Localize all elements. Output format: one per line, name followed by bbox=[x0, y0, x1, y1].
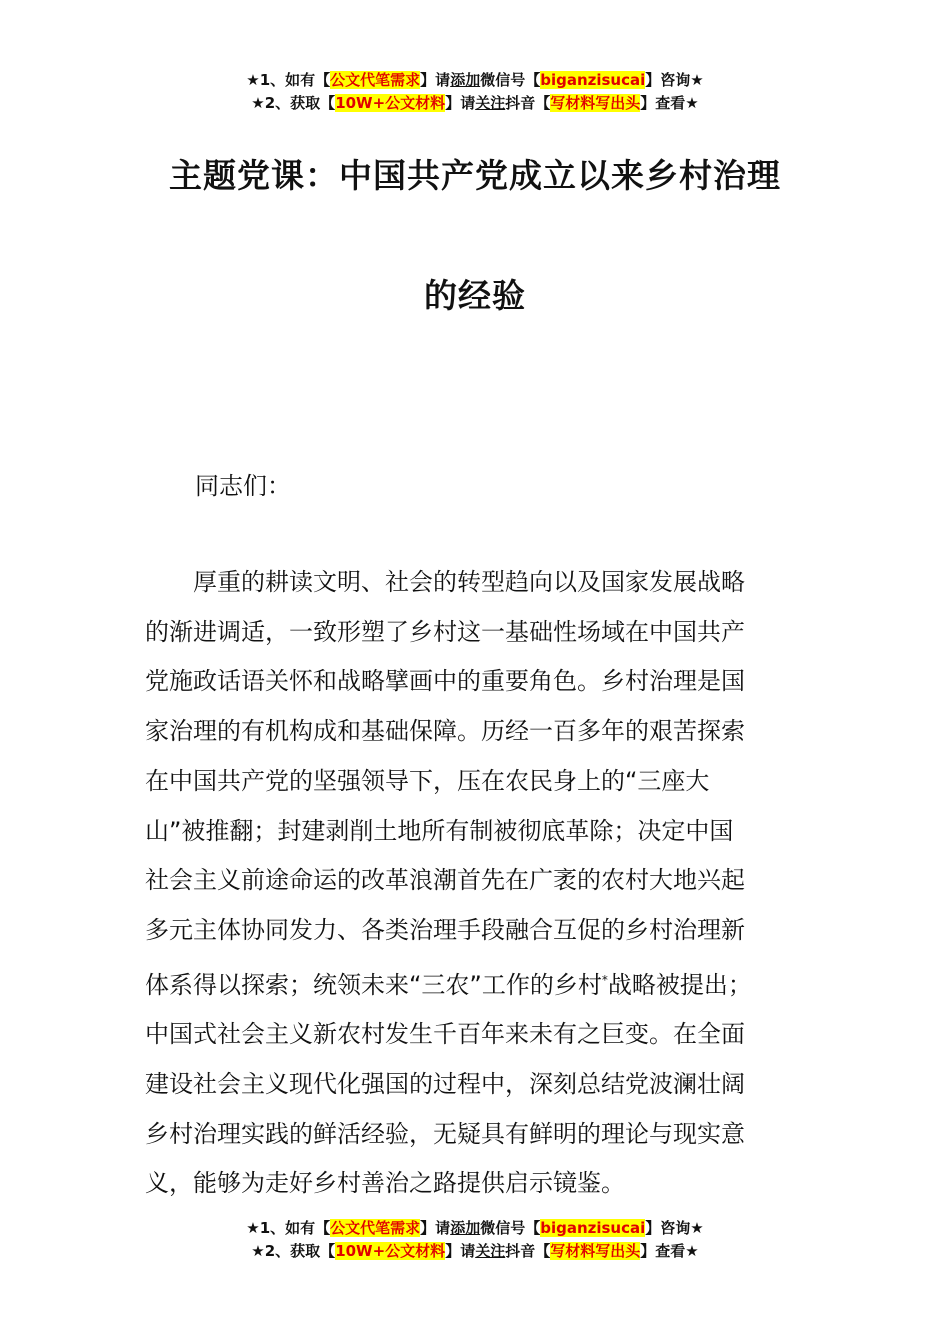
promo-line-2: ★2、获取【10W+公文材料】请关注抖音【写材料写出头】查看★ bbox=[251, 1242, 699, 1260]
paragraph-line: 家治理的有机构成和基础保障。历经一百多年的艰苦探索 bbox=[145, 717, 745, 746]
promo-highlight: 10W+公文材料 bbox=[335, 94, 446, 112]
bottom-promo-banner bbox=[0, 1217, 950, 1263]
paragraph-line: 在中国共产党的坚强领导下，压在农民身上的“三座大 bbox=[145, 766, 710, 795]
document-title-line-1: 主题党课：中国共产党成立以来乡村治理 bbox=[169, 156, 781, 195]
wechat-id: biganzisucai bbox=[540, 71, 646, 89]
wechat-id: biganzisucai bbox=[540, 1219, 646, 1237]
promo-line-2: ★2、获取【10W+公文材料】请关注抖音【写材料写出头】查看★ bbox=[251, 94, 699, 112]
douyin-account: 写材料写出头 bbox=[550, 1242, 641, 1260]
paragraph-line: 党施政话语关怀和战略擘画中的重要角色。乡村治理是国 bbox=[145, 667, 745, 696]
paragraph-line: 厚重的耕读文明、社会的转型趋向以及国家发展战略 bbox=[193, 568, 745, 596]
paragraph-line: 建设社会主义现代化强国的过程中，深刻总结党波澜壮阔 bbox=[145, 1070, 745, 1099]
paragraph-line: 多元主体协同发力、各类治理手段融合互促的乡村治理新 bbox=[145, 915, 745, 944]
promo-highlight: 公文代笔需求 bbox=[330, 1219, 421, 1237]
paragraph-line: 中国式社会主义新农村发生千百年来未有之巨变。在全面 bbox=[145, 1020, 745, 1049]
promo-line-1: ★1、如有【公文代笔需求】请添加微信号【biganzisucai】咨询★ bbox=[246, 1219, 704, 1237]
asterisk-mark: * bbox=[601, 972, 608, 987]
paragraph-line: 的渐进调适，一致形塑了乡村这一基础性场域在中国共产 bbox=[145, 617, 745, 646]
paragraph-line: 乡村治理实践的鲜活经验，无疑具有鲜明的理论与现实意 bbox=[145, 1119, 745, 1148]
promo-highlight: 公文代笔需求 bbox=[330, 71, 421, 89]
top-promo-banner bbox=[0, 69, 950, 115]
paragraph-line: 义，能够为走好乡村善治之路提供启示镜鉴。 bbox=[145, 1169, 625, 1198]
promo-highlight: 10W+公文材料 bbox=[335, 1242, 446, 1260]
document-title-line-2: 的经验 bbox=[424, 276, 526, 315]
douyin-account: 写材料写出头 bbox=[550, 94, 641, 112]
paragraph-line: 社会主义前途命运的改革浪潮首先在广袤的农村大地兴起 bbox=[145, 866, 745, 895]
body-paragraph bbox=[145, 558, 825, 1209]
paragraph-line: 体系得以探索；统领未来“三农”工作的乡村*战略被提出； bbox=[145, 970, 752, 999]
paragraph-line: 山”被推翻；封建剥削土地所有制被彻底革除；决定中国 bbox=[145, 816, 734, 845]
greeting: 同志们： bbox=[195, 472, 291, 500]
promo-line-1: ★1、如有【公文代笔需求】请添加微信号【biganzisucai】咨询★ bbox=[246, 71, 704, 89]
